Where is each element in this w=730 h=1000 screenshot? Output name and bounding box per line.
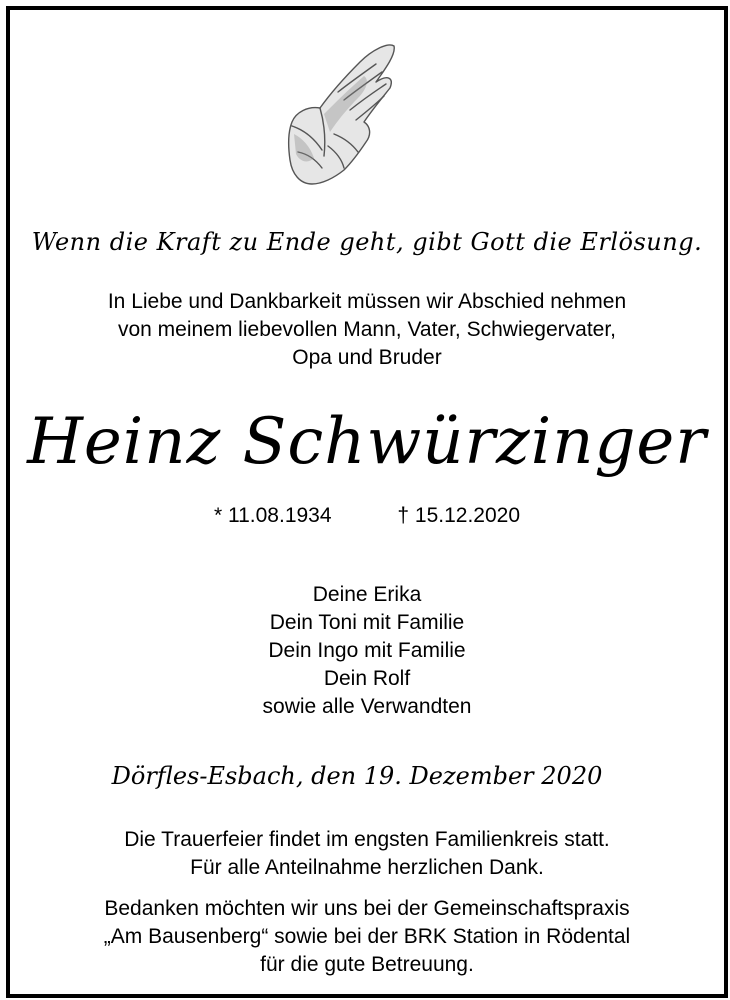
acknowledgement: [10, 895, 724, 979]
birth-date: * 11.08.1934: [213, 504, 332, 527]
deceased-name: Heinz Schwürzinger: [27, 405, 707, 479]
acknowledgement-line: Bedanken möchten wir uns bei der Gemeinschaftspraxis: [104, 897, 630, 920]
mourner: Deine Erika: [312, 583, 422, 606]
intro-line: In Liebe und Dankbarkeit müssen wir Abschied nehmen: [107, 290, 627, 313]
intro-line: von meinem liebevollen Mann, Vater, Schwiegervater,: [117, 318, 617, 341]
obituary-card: [6, 6, 728, 998]
ceremony-notice: [10, 826, 724, 882]
intro-text: [10, 288, 724, 372]
place-and-date: Dörfles-Esbach, den 19. Dezember 2020: [111, 762, 603, 790]
mourner: Dein Rolf: [323, 667, 411, 690]
intro-line: Opa und Bruder: [292, 346, 442, 369]
acknowledgement-line: für die gute Betreuung.: [260, 953, 474, 976]
death-date: † 15.12.2020: [397, 504, 521, 527]
motto-quote: Wenn die Kraft zu Ende geht, gibt Gott die Erlösung.: [31, 228, 703, 256]
ceremony-line: Für alle Anteilnahme herzlichen Dank.: [190, 856, 544, 879]
life-dates: [10, 502, 724, 530]
mourner: Dein Toni mit Familie: [269, 611, 465, 634]
praying-hands-icon: [278, 34, 398, 194]
acknowledgement-line: „Am Bausenberg“ sowie bei der BRK Station in Rödental: [103, 925, 631, 948]
ceremony-line: Die Trauerfeier findet im engsten Familienkreis statt.: [124, 828, 610, 851]
mourners-list: [10, 581, 724, 721]
mourner: sowie alle Verwandten: [262, 695, 472, 718]
mourner: Dein Ingo mit Familie: [268, 639, 466, 662]
